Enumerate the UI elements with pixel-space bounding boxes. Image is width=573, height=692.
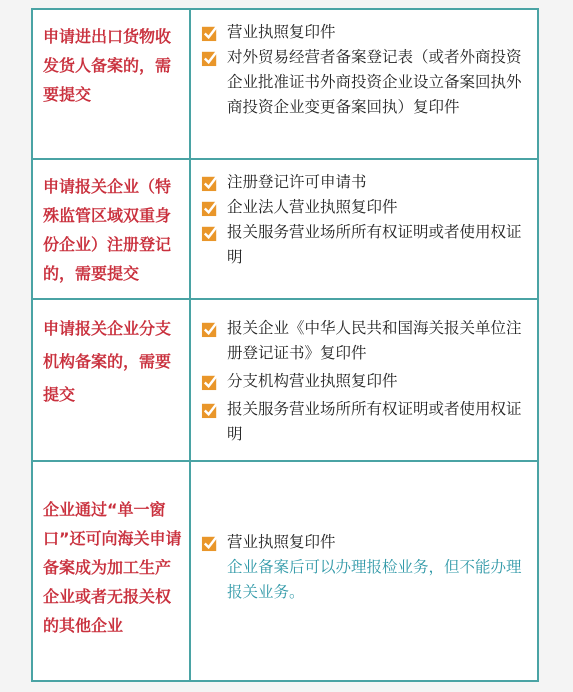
checkbox-checked-icon bbox=[201, 223, 220, 242]
table-row bbox=[32, 461, 538, 681]
list-item bbox=[201, 316, 529, 366]
table-row bbox=[32, 9, 538, 159]
requirements-table bbox=[31, 8, 539, 682]
table-row bbox=[32, 299, 538, 461]
documents-cell bbox=[190, 299, 538, 461]
documents-cell bbox=[190, 9, 538, 159]
item-text: 对外贸易经营者备案登记表（或者外商投资企业批准证书外商投资企业设立备案回执外商投资企业变更备案回执）复印件 bbox=[227, 48, 522, 116]
list-item bbox=[201, 220, 529, 270]
item-text: 报关服务营业场所所有权证明或者使用权证明 bbox=[227, 223, 522, 266]
list-item bbox=[201, 170, 529, 195]
checkbox-checked-icon bbox=[201, 173, 220, 192]
checkbox-checked-icon bbox=[201, 198, 220, 217]
condition-cell: 企业通过“单一窗口”还可向海关申请备案成为加工生产企业或者无报关权的其他企业 bbox=[32, 461, 190, 681]
note-text: 企业备案后可以办理报检业务，但不能办理报关业务。 bbox=[227, 557, 522, 601]
condition-cell: 申请报关企业（特殊监管区域双重身份企业）注册登记的，需要提交 bbox=[32, 159, 190, 299]
checkbox-checked-icon bbox=[201, 23, 220, 42]
checkbox-checked-icon bbox=[201, 48, 220, 67]
list-item bbox=[201, 369, 529, 394]
list-item bbox=[201, 530, 529, 605]
checkbox-checked-icon bbox=[201, 372, 220, 391]
condition-cell: 申请报关企业分支机构备案的，需要提交 bbox=[32, 299, 190, 461]
list-item bbox=[201, 20, 529, 45]
item-text: 营业执照复印件 bbox=[227, 23, 336, 41]
item-text: 企业法人营业执照复印件 bbox=[227, 198, 398, 216]
condition-cell: 申请进出口货物收发货人备案的，需要提交 bbox=[32, 9, 190, 159]
list-item bbox=[201, 195, 529, 220]
item-text: 注册登记许可申请书 bbox=[227, 173, 367, 191]
checkbox-checked-icon bbox=[201, 319, 220, 338]
item-text: 报关服务营业场所所有权证明或者使用权证明 bbox=[227, 400, 522, 443]
table-row bbox=[32, 159, 538, 299]
checkbox-checked-icon bbox=[201, 400, 220, 419]
item-text: 营业执照复印件 bbox=[227, 532, 336, 551]
item-text: 报关企业《中华人民共和国海关报关单位注册登记证书》复印件 bbox=[227, 319, 522, 362]
documents-cell bbox=[190, 461, 538, 681]
list-item bbox=[201, 45, 529, 120]
item-text: 分支机构营业执照复印件 bbox=[227, 372, 398, 390]
documents-cell bbox=[190, 159, 538, 299]
checkbox-checked-icon bbox=[201, 533, 220, 552]
list-item bbox=[201, 397, 529, 447]
